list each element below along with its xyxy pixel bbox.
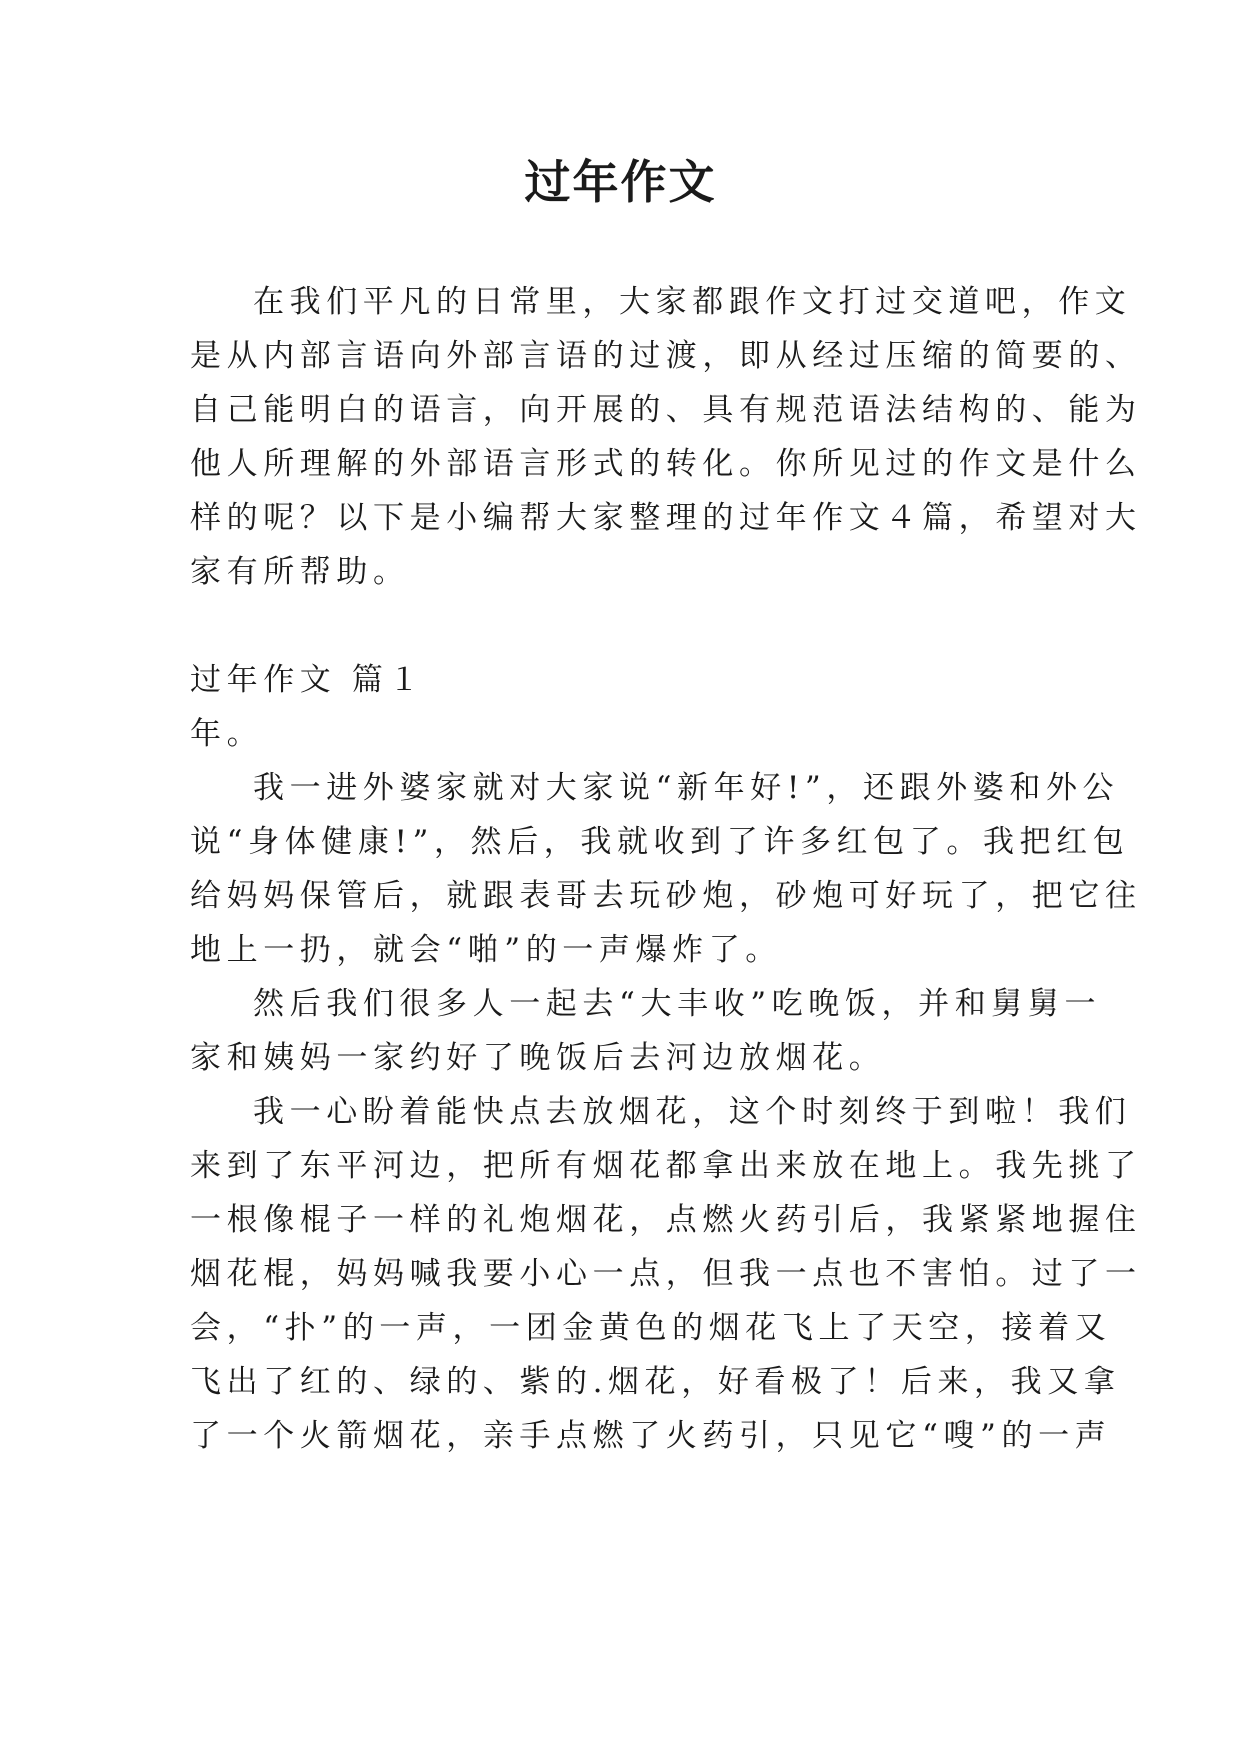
body-line: 地上一扔，就会“啪”的一声爆炸了。: [190, 932, 782, 968]
body-line: 我一心盼着能快点去放烟花，这个时刻终于到啦！我们: [253, 1094, 1132, 1130]
intro-line: 自己能明白的语言，向开展的、具有规范语法结构的、能为: [190, 392, 1142, 428]
intro-line: 他人所理解的外部语言形式的转化。你所见过的作文是什么: [190, 446, 1142, 482]
body-line: 烟花棍，妈妈喊我要小心一点，但我一点也不害怕。过了一: [190, 1256, 1142, 1292]
body-line: 家和姨妈一家约好了晚饭后去河边放烟花。: [190, 1040, 886, 1076]
intro-line: 家有所帮助。: [190, 554, 410, 590]
body-line: 年。: [190, 716, 264, 752]
body-line: 然后我们很多人一起去“大丰收”吃晚饭，并和舅舅一: [253, 986, 1102, 1022]
body-line: 来到了东平河边，把所有烟花都拿出来放在地上。我先挑了: [190, 1148, 1142, 1184]
body-line: 了一个火箭烟花，亲手点燃了火药引，只见它“嗖”的一声: [190, 1418, 1112, 1454]
intro-line: 是从内部言语向外部言语的过渡，即从经过压缩的简要的、: [190, 338, 1142, 374]
body-line: 说“身体健康!”，然后，我就收到了许多红包了。我把红包: [190, 824, 1130, 860]
body-line: 会，“扑”的一声，一团金黄色的烟花飞上了天空，接着又: [190, 1310, 1112, 1346]
body-line: 一根像棍子一样的礼炮烟花，点燃火药引后，我紧紧地握住: [190, 1202, 1142, 1238]
section-heading: 过年作文 篇１: [190, 662, 426, 698]
document-title: 过年作文: [524, 155, 717, 209]
body-line: 给妈妈保管后，就跟表哥去玩砂炮，砂炮可好玩了，把它往: [190, 878, 1142, 914]
body-line: 飞出了红的、绿的、紫的.烟花，好看极了！后来，我又拿: [190, 1364, 1121, 1400]
intro-line: 样的呢？以下是小编帮大家整理的过年作文４篇，希望对大: [190, 500, 1142, 536]
body-line: 我一进外婆家就对大家说“新年好!”，还跟外婆和外公: [253, 770, 1120, 806]
intro-line: 在我们平凡的日常里，大家都跟作文打过交道吧，作文: [253, 284, 1132, 320]
